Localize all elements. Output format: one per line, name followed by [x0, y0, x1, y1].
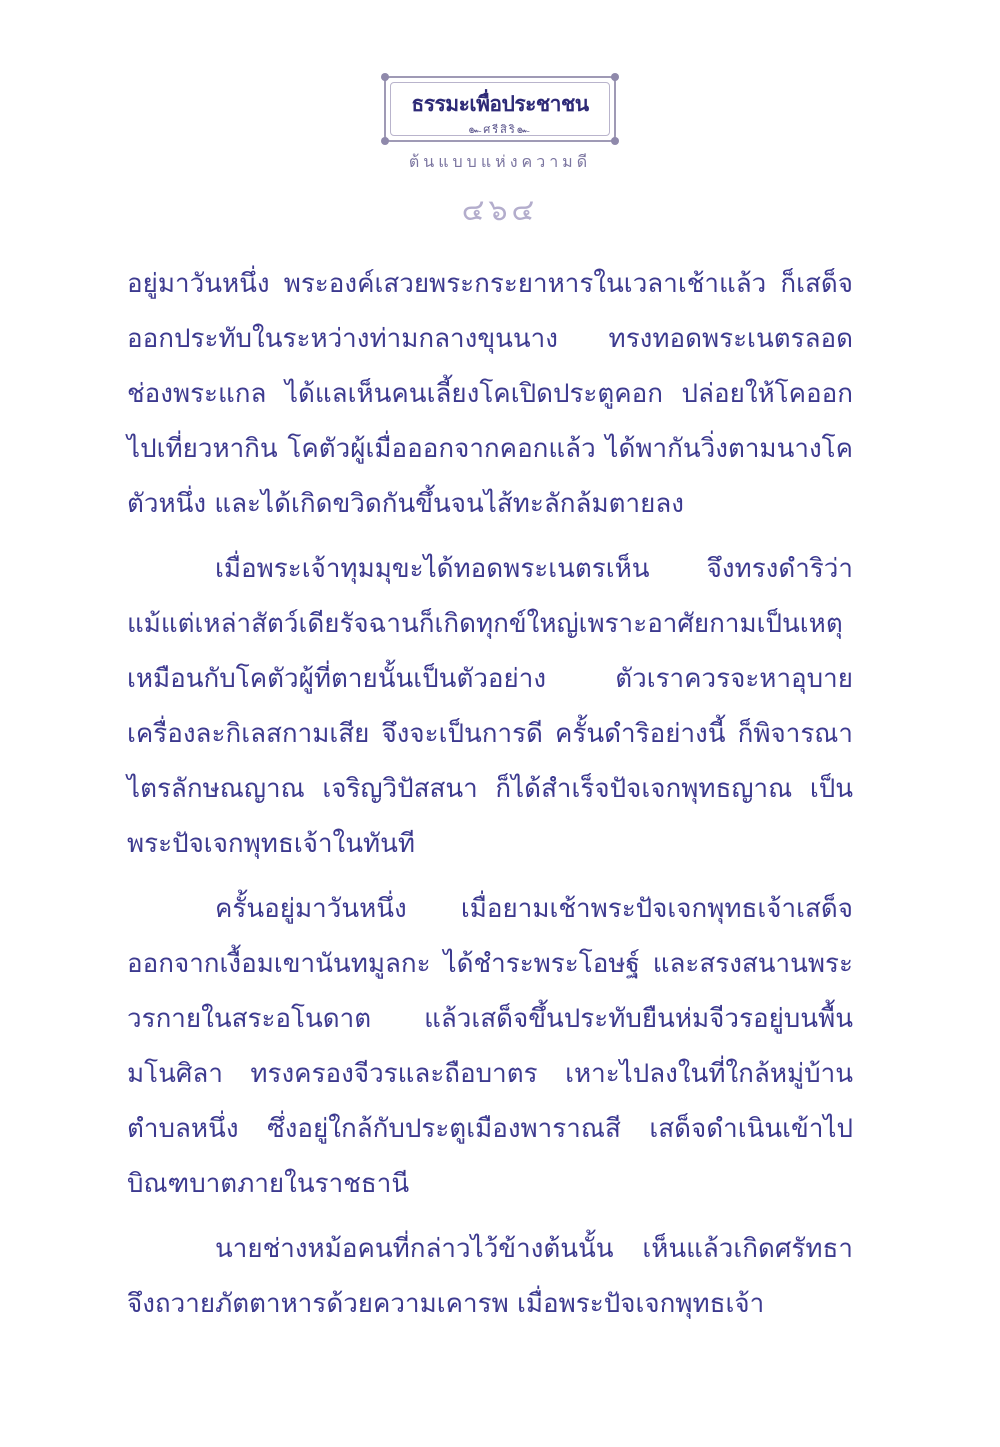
- paragraph: อยู่มาวันหนึ่ง พระองค์เสวยพระกระยาหารในเวลาเช้าแล้ว ก็เสด็จออกประทับในระหว่างท่ามกลางขุนนาง ทรงทอดพระเนตรลอดช่องพระแกล ได้แลเห็นคนเลี้ยงโคเปิดประตูคอก ปล่อยให้โคออกไปเที่ยวหากิน โคตัวผู้เมื่อออกจากคอกแล้ว ได้พากันวิ่งตามนางโคตัวหนึ่ง และได้เกิดขวิดกันขึ้นจนไส้ทะลักล้มตายลง: [127, 269, 853, 519]
- paragraph: นายช่างหม้อคนที่กล่าวไว้ข้างต้นนั้น เห็นแล้วเกิดศรัทธา จึงถวายภัตตาหารด้วยความเคารพ เมื่อพระปัจเจกพุทธเจ้า: [127, 1234, 853, 1319]
- logo: [384, 76, 616, 142]
- logo-ornament: ๛ศรีสิริ๛: [468, 123, 532, 136]
- paragraph: เมื่อพระเจ้าทุมมุขะได้ทอดพระเนตรเห็น จึงทรงดำริว่า แม้แต่เหล่าสัตว์เดียรัจฉานก็เกิดทุกข์ใหญ่เพราะอาศัยกามเป็นเหตุ เหมือนกับโคตัวผู้ที่ตายนั้นเป็นตัวอย่าง ตัวเราควรจะหาอุบายเครื่องละกิเลสกามเสีย จึงจะเป็นการดี ครั้นดำริอย่างนี้ ก็พิจารณาไตรลักษณญาณ เจริญวิปัสสนา ก็ได้สำเร็จปัจเจกพุทธญาณ เป็นพระปัจเจกพุทธเจ้าในทันที: [127, 554, 853, 859]
- body-text: [127, 257, 853, 1342]
- corner-ornament-icon: [381, 73, 389, 81]
- page-header: [0, 76, 1000, 234]
- corner-ornament-icon: [611, 73, 619, 81]
- corner-ornament-icon: [381, 137, 389, 145]
- book-subtitle: ต้นแบบแห่งความดี: [408, 152, 592, 171]
- corner-ornament-icon: [611, 137, 619, 145]
- paragraph: ครั้นอยู่มาวันหนึ่ง เมื่อยามเช้าพระปัจเจกพุทธเจ้าเสด็จออกจากเงื้อมเขานันทมูลกะ ได้ชำระพระโอษฐ์ และสรงสนานพระวรกายในสระอโนดาต แล้วเสด็จขึ้นประทับยืนห่มจีวรอยู่บนพื้นมโนศิลา ทรงครองจีวรและถือบาตร เหาะไปลงในที่ใกล้หมู่บ้านตำบลหนึ่ง ซึ่งอยู่ใกล้กับประตูเมืองพาราณสี เสด็จดำเนินเข้าไปบิณฑบาตภายในราชธานี: [127, 894, 853, 1199]
- logo-text: ธรรมะเพื่อประชาชน: [411, 92, 589, 116]
- page-number: ๔๖๔: [461, 193, 539, 228]
